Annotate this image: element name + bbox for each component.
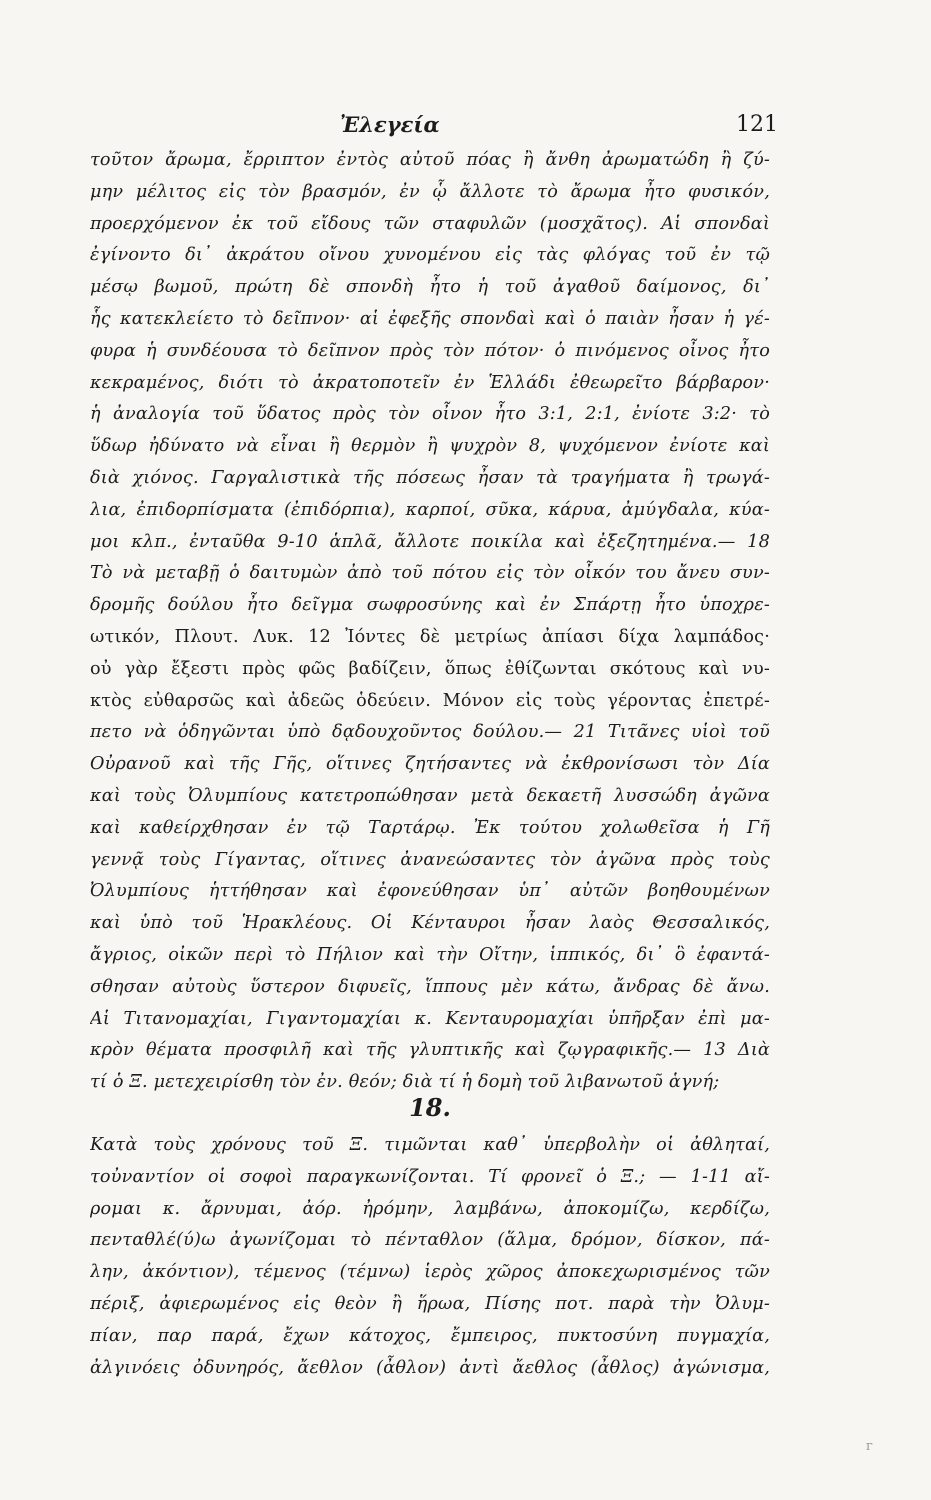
text-line: Ὀλυμπίους ἡττήθησαν καὶ ἐφονεύθησαν ὑπ᾿ αὐτῶν βοηθουμένων bbox=[90, 881, 770, 902]
text-line: καὶ ὑπὸ τοῦ Ἡρακλέους. Οἱ Κένταυροι ἦσαν λαὸς Θεσσαλικός, bbox=[90, 913, 770, 934]
text-line: δρομῆς δούλου ἦτο δεῖγμα σωφροσύνης καὶ ἐν Σπάρτῃ ἦτο ὑποχρε- bbox=[90, 595, 770, 616]
text-line: πέριξ, ἀφιερωμένος εἰς θεὸν ἢ ἥρωα, Πίσης ποτ. παρὰ τὴν Ὀλυμ- bbox=[90, 1293, 770, 1314]
text-line: λην, ἀκόντιον), τέμενος (τέμνω) ἱερὸς χῶρος ἀποκεχωρισμένος τῶν bbox=[90, 1262, 770, 1283]
text-line: ὕδωρ ἠδύνατο νὰ εἶναι ἢ θερμὸν ἢ ψυχρὸν 8, ψυχόμενον ἐνίοτε καὶ bbox=[90, 436, 770, 457]
text-line: καὶ καθείρχθησαν ἐν τῷ Ταρτάρῳ. Ἐκ τούτου χολωθεῖσα ἡ Γῆ bbox=[90, 817, 770, 838]
text-line: κτὸς εὐθαρσῶς καὶ ἀδεῶς ὁδεύειν. Μόνον εἰς τοὺς γέροντας ἐπετρέ- bbox=[90, 690, 770, 711]
text-line: γεννᾷ τοὺς Γίγαντας, οἵτινες ἀνανεώσαντες τὸν ἀγῶνα πρὸς τοὺς bbox=[90, 849, 770, 870]
text-line: διὰ χιόνος. Γαργαλιστικὰ τῆς πόσεως ἦσαν τὰ τραγήματα ἢ τρωγά- bbox=[90, 467, 770, 488]
text-line: φυρα ἡ συνδέουσα τὸ δεῖπνον πρὸς τὸν πότον· ὁ πινόμενος οἶνος ἦτο bbox=[90, 340, 770, 361]
text-line: πίαν, παρ παρά, ἔχων κάτοχος, ἔμπειρος, πυκτοσύνη πυγμαχία, bbox=[90, 1325, 770, 1346]
text-line: Κατὰ τοὺς χρόνους τοῦ Ξ. τιμῶνται καθ᾿ ὑπερβολὴν οἱ ἀθληταί, bbox=[90, 1135, 770, 1155]
text-line: μην μέλιτος εἰς τὸν βρασμόν, ἐν ᾧ ἄλλοτε τὸ ἄρωμα ἦτο φυσικόν, bbox=[90, 181, 770, 202]
text-line: Οὐρανοῦ καὶ τῆς Γῆς, οἵτινες ζητήσαντες νὰ ἐκθρονίσωσι τὸν Δία bbox=[90, 754, 770, 775]
text-line: ωτικόν, Πλουτ. Λυκ. 12 Ἰόντες δὲ μετρίως ἀπίασι δίχα λαμπάδος· bbox=[90, 626, 770, 647]
text-line: κρὸν θέματα προσφιλῆ καὶ τῆς γλυπτικῆς καὶ ζῳγραφικῆς.— 13 Διὰ bbox=[90, 1040, 770, 1061]
text-line: ρομαι κ. ἄρνυμαι, ἀόρ. ἠρόμην, λαμβάνω, ἀποκομίζω, κερδίζω, bbox=[90, 1198, 770, 1219]
page-number: 121 bbox=[736, 112, 778, 137]
text-line: κεκραμένος, διότι τὸ ἀκρατοποτεῖν ἐν Ἑλλάδι ἐθεωρεῖτο βάρβαρον· bbox=[90, 372, 770, 393]
text-line: τοῦτον ἄρωμα, ἔρριπτον ἐντὸς αὐτοῦ πόας ἢ ἄνθη ἀρωματώδη ἢ ζύ- bbox=[90, 150, 770, 170]
commentary-block bbox=[90, 145, 770, 1099]
text-line: πενταθλέ(ύ)ω ἀγωνίζομαι τὸ πένταθλον (ἅλμα, δρόμον, δίσκον, πά- bbox=[90, 1230, 770, 1251]
text-line: ἐγίνοντο δι᾿ ἀκράτου οἴνου χυνομένου εἰς τὰς φλόγας τοῦ ἐν τῷ bbox=[90, 245, 770, 266]
text-line: καὶ τοὺς Ὀλυμπίους κατετροπώθησαν μετὰ δεκαετῆ λυσσώδη ἀγῶνα bbox=[90, 785, 770, 806]
text-line: ἧς κατεκλείετο τὸ δεῖπνον· αἱ ἐφεξῆς σπονδαὶ καὶ ὁ παιὰν ἦσαν ἡ γέ- bbox=[90, 308, 770, 329]
text-line: πετο νὰ ὁδηγῶνται ὑπὸ δᾳδουχοῦντος δούλου.— 21 Τιτᾶνες υἱοὶ τοῦ bbox=[90, 722, 770, 743]
text-line: μέσῳ βωμοῦ, πρώτη δὲ σπονδὴ ἦτο ἡ τοῦ ἀγαθοῦ δαίμονος, δι᾿ bbox=[90, 277, 770, 298]
text-line: ἡ ἀναλογία τοῦ ὕδατος πρὸς τὸν οἶνον ἦτο 3:1, 2:1, ἐνίοτε 3:2· τὸ bbox=[90, 404, 770, 425]
margin-mark: ᴦ bbox=[866, 1439, 873, 1454]
commentary-block-18 bbox=[90, 1130, 770, 1384]
text-line: Αἱ Τιτανομαχίαι, Γιγαντομαχίαι κ. Κενταυρομαχίαι ὑπῆρξαν ἐπὶ μα- bbox=[90, 1008, 770, 1029]
text-line: τί ὁ Ξ. μετεχειρίσθη τὸν ἐν. θεόν; διὰ τί ἡ δομὴ τοῦ λιβανωτοῦ ἁγνή; bbox=[90, 1072, 720, 1093]
text-line: σθησαν αὐτοὺς ὕστερον διφυεῖς, ἵππους μὲν κάτω, ἄνδρας δὲ ἄνω. bbox=[90, 976, 770, 997]
text-line: προερχόμενον ἐκ τοῦ εἴδους τῶν σταφυλῶν (μοσχᾶτος). Αἱ σπονδαὶ bbox=[90, 213, 770, 234]
text-line: λια, ἐπιδορπίσματα (ἐπιδόρπια), καρποί, σῦκα, κάρυα, ἀμύγδαλα, κύα- bbox=[90, 499, 770, 520]
page-header bbox=[90, 112, 778, 142]
text-line: ἀλγινόεις ὀδυνηρός, ἄεθλον (ἆθλον) ἀντὶ ἄεθλος (ἆθλος) ἀγώνισμα, bbox=[90, 1357, 770, 1378]
text-line: Τὸ νὰ μεταβῇ ὁ δαιτυμὼν ἀπὸ τοῦ πότου εἰς τὸν οἶκόν του ἄνευ συν- bbox=[90, 563, 770, 584]
text-line: ἄγριος, οἰκῶν περὶ τὸ Πήλιον καὶ τὴν Οἴτην, ἱππικός, δι᾿ ὃ ἐφαντά- bbox=[90, 944, 770, 965]
section-number: 18. bbox=[409, 1093, 451, 1122]
text-line: οὐ γὰρ ἔξεστι πρὸς φῶς βαδίζειν, ὅπως ἐθίζωνται σκότους καὶ νυ- bbox=[90, 658, 770, 679]
running-title: Ἐλεγεία bbox=[340, 112, 440, 137]
text-line: τοὐναντίον οἱ σοφοὶ παραγκωνίζονται. Τί φρονεῖ ὁ Ξ.; — 1-11 αἴ- bbox=[90, 1166, 770, 1187]
text-line: μοι κλπ., ἐνταῦθα 9-10 ἁπλᾶ, ἄλλοτε ποικίλα καὶ ἐξεζητημένα.— 18 bbox=[90, 531, 770, 552]
